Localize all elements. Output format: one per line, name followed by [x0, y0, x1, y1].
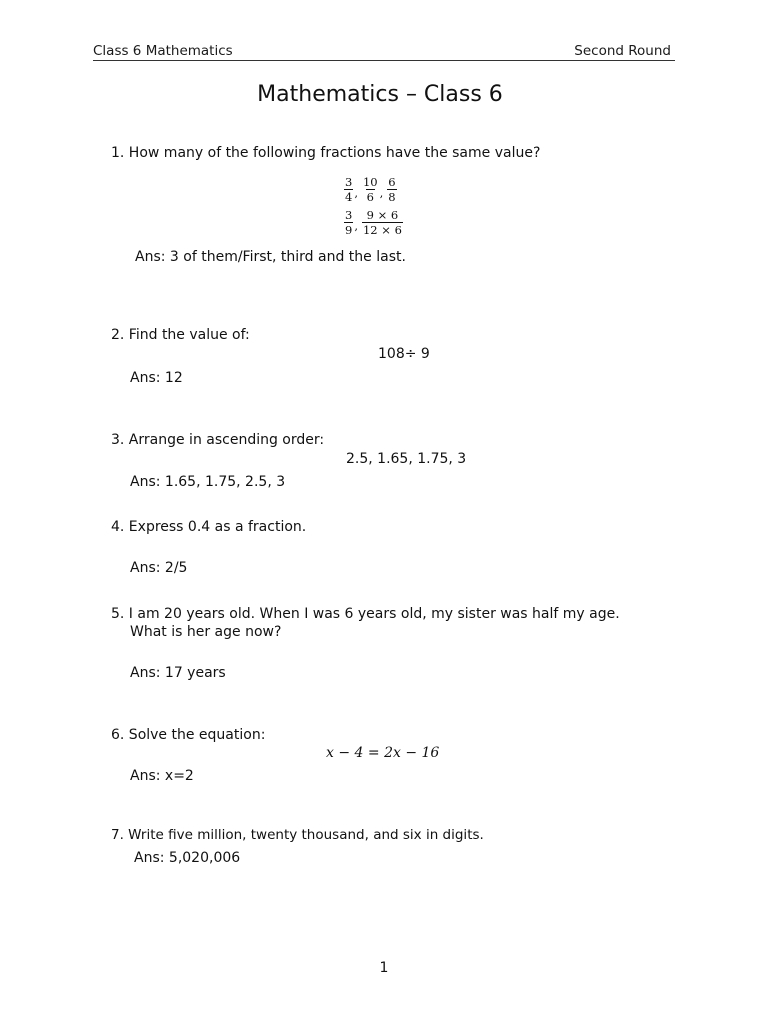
fraction-numerator: 6: [388, 175, 396, 189]
fraction-numerator: 10: [362, 175, 378, 189]
header-left: Class 6 Mathematics: [93, 43, 233, 59]
expression-2: 108÷ 9: [378, 346, 430, 362]
fraction-numerator: 3: [345, 208, 353, 222]
page-number: 1: [379, 960, 389, 976]
expression-3: 2.5, 1.65, 1.75, 3: [346, 451, 467, 467]
fraction-denominator: 8: [388, 190, 396, 205]
fraction-denominator: 4: [345, 190, 353, 205]
question-4: 4. Express 0.4 as a fraction.: [111, 519, 307, 535]
answer-4: Ans: 2/5: [130, 560, 188, 576]
fraction: [344, 209, 353, 236]
header-rule: [93, 60, 675, 61]
fractions-row-2: [344, 209, 403, 236]
question-3: 3. Arrange in ascending order:: [111, 432, 325, 448]
fractions-row-1: [344, 176, 397, 203]
answer-6: Ans: x=2: [130, 768, 194, 784]
equation-6: x − 4 = 2x − 16: [326, 745, 440, 761]
answer-3: Ans: 1.65, 1.75, 2.5, 3: [130, 474, 286, 490]
fraction-numerator: 3: [345, 175, 353, 189]
answer-7: Ans: 5,020,006: [134, 850, 241, 866]
fraction-denominator: 12 × 6: [362, 223, 402, 238]
question-1: 1. How many of the following fractions have the same value?: [111, 145, 541, 161]
fraction: [344, 176, 353, 203]
fraction-denominator: 6: [366, 190, 374, 205]
comma-separator: ,: [354, 185, 358, 200]
answer-5: Ans: 17 years: [130, 665, 226, 681]
fraction: [362, 209, 403, 236]
question-6: 6. Solve the equation:: [111, 727, 266, 743]
answer-1: Ans: 3 of them/First, third and the last.: [135, 249, 406, 265]
question-2: 2. Find the value of:: [111, 327, 250, 343]
fraction-numerator: 9 × 6: [366, 208, 399, 222]
question-5: 5. I am 20 years old. When I was 6 years old, my sister was half my age. What is her age now?: [111, 606, 620, 640]
page-title: Mathematics – Class 6: [257, 82, 503, 107]
fraction: [387, 176, 396, 203]
header-right: Second Round: [574, 43, 671, 59]
question-7: 7. Write five million, twenty thousand, and six in digits.: [111, 827, 484, 843]
comma-separator: ,: [379, 185, 384, 200]
comma-separator: ,: [354, 218, 358, 233]
fraction: [362, 176, 379, 203]
answer-2: Ans: 12: [130, 370, 183, 386]
fraction-denominator: 9: [345, 223, 353, 238]
